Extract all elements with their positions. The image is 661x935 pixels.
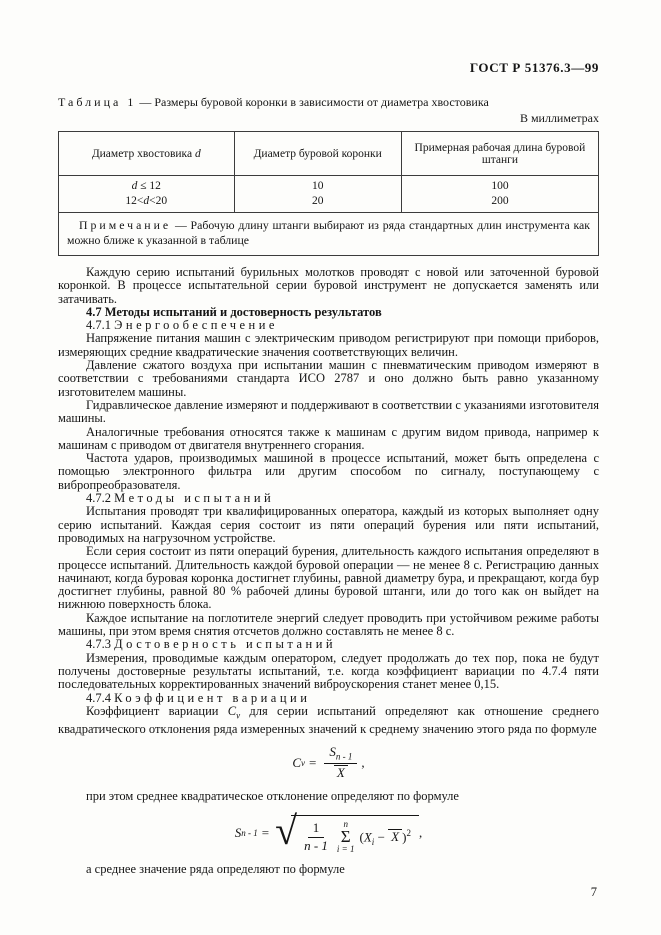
var-cv: C (227, 703, 237, 718)
paragraph-variation-coefficient: Коэффициент вариации $C_v$ для серии испытаний определяют как отношение среднего квадратического отклонения ряда измеренных значений к среднему значению этого ряда по формуле (58, 703, 599, 736)
fraction: $\frac{S_{n - 1}}{X}$ (324, 745, 357, 781)
radical (275, 808, 419, 855)
summation: n Σ i = 1 (336, 819, 355, 855)
table-note (59, 213, 599, 256)
heading-4-7-4: 4.7.4 Коэффициент вариации (86, 690, 311, 705)
paragraph-operators: Испытания проводят три квалифицированных оператора, каждый из которых выполняет одну серию испытаний. Каждая серия состоит из пяти операций бурения или пяти испытаний, проводимых на нагрузочном устройстве. (58, 504, 599, 545)
value-20: 20 (311, 195, 324, 207)
paragraph-std-deviation: при этом среднее квадратическое отклонение определяют по формуле (86, 788, 459, 803)
paragraph-impact-rate: Частота ударов, производимых машиной в процессе испытаний, может быть определена с помощью электронного фильтра или другим способом по сигналу, поступающему с вибропреобразователя. (58, 451, 599, 492)
table-note-row (59, 213, 599, 256)
value-100: 100 (491, 180, 509, 192)
table-data-row (59, 176, 599, 213)
dimensions-table (58, 131, 599, 256)
cell-rod-length (401, 176, 598, 213)
col-header-rod-length: Примерная рабочая длина буровой штанги (401, 132, 598, 176)
paragraph-series: Каждую серию испытаний бурильных молотков проводят с новой или заточенной буровой коронкой. В процессе испытательной серии буровой инструмент не допускается заменять или затачивать. (58, 265, 599, 306)
term: ($X_i - X$ )$^2$ (359, 827, 411, 847)
col-header-bit-diameter: Диаметр буровой коронки (234, 132, 401, 176)
value-d-le-12: d ≤ 12 (131, 180, 161, 192)
table-caption-text: — Размеры буровой коронки в зависимости от диаметра хвостовика (136, 95, 489, 109)
paragraph-air-pressure: Давление сжатого воздуха при испытании машин с пневматическим приводом измеряют в соответствии с требованиями стандарта ИСО 2787 и оно должно быть равно указанному изготовителем машины. (58, 358, 599, 399)
heading-4-7-3: 4.7.3 Достоверность испытаний (86, 637, 337, 652)
heading-4-7-2: 4.7.2 Методы испытаний (86, 491, 275, 506)
paragraph-mean-value: а среднее значение ряда определяют по формуле (86, 862, 345, 877)
note-text: — Рабочую длину штанги выбирают из ряда стандартных длин инструмента как можно ближе к указанной в таблице (67, 218, 590, 247)
paragraph-drilling-series: Если серия состоит из пяти операций бурения, длительность каждого испытания определяют в процессе испытаний. Длительность каждой буровой операции — не менее 8 с. Регистрацию данных начинают, когда буровая коронка достигнет глубины, равной диаметру бура, и прекращают, когда бур достигнет глубины, равной 80 % рабочей длины буровой штанги, или до того как он выйдет на нижнюю поверхность блока. (58, 544, 599, 612)
paragraph-hydraulic: Гидравлическое давление измеряют и поддерживают в соответствии с указаниями изготовителя машины. (58, 397, 599, 426)
table-caption-label: Таблица 1 (58, 95, 137, 109)
doc-code: ГОСТ Р 51376.3—99 (469, 60, 599, 75)
paragraph-voltage: Напряжение питания машин с электрическим приводом регистрируют при помощи приборов, измеряющих средние квадратические значения соответствующих величин. (58, 331, 599, 359)
note-label: Примечание (79, 218, 172, 232)
value-12-lt-d-lt-20: 12<d<20 (125, 195, 168, 207)
cell-shank-diameter (59, 176, 235, 213)
formula-cv: C v = $\frac{S_{n - 1}}{X}$ , (292, 743, 365, 780)
value-10: 10 (311, 180, 324, 192)
table-caption (58, 95, 599, 110)
cell-bit-diameter (234, 176, 401, 213)
radical-sign: √ (275, 808, 298, 854)
heading-4-7-1: 4.7.1 Энергообеспечение (86, 318, 278, 333)
var-d: d (194, 147, 201, 160)
page-number: 7 (590, 884, 597, 899)
units-label: В миллиметрах (519, 111, 599, 125)
x-bar: X (388, 829, 402, 845)
paragraph-other-drives: Аналогичные требования относятся также к машинам с другим видом привода, например к машинам с приводом от двигателя внутреннего сгорания. (58, 424, 599, 452)
table-header-row (59, 132, 599, 176)
x-bar: X (334, 765, 348, 781)
paragraph-measurements: Измерения, проводимые каждым оператором, следует продолжать до тех пор, пока не будут получены достоверные результаты испытаний, т.е. когда коэффициент вариации по 4.7.4 пяти последовательных корректированных значений виброускорения станет менее 0,15. (58, 650, 599, 692)
formula-std-dev: S n - 1 = √ $\frac{1}{n - 1}$ n Σ i = 1 ($X_i - X$ )$^2$ , (234, 808, 423, 855)
fraction: $\frac{1}{n - 1}$ (304, 819, 328, 853)
col-header-shank-diameter: Диаметр хвостовика d (59, 132, 235, 176)
value-200: 200 (491, 195, 509, 207)
body-text (58, 266, 599, 736)
paragraph-energy-absorber: Каждое испытание на поглотителе энергий следует проводить при устойчивом режиме работы машины, при этом время снятия отсчетов должно составлять не менее 8 с. (58, 610, 599, 639)
heading-4-7: 4.7 Методы испытаний и достоверность результатов (86, 304, 382, 319)
